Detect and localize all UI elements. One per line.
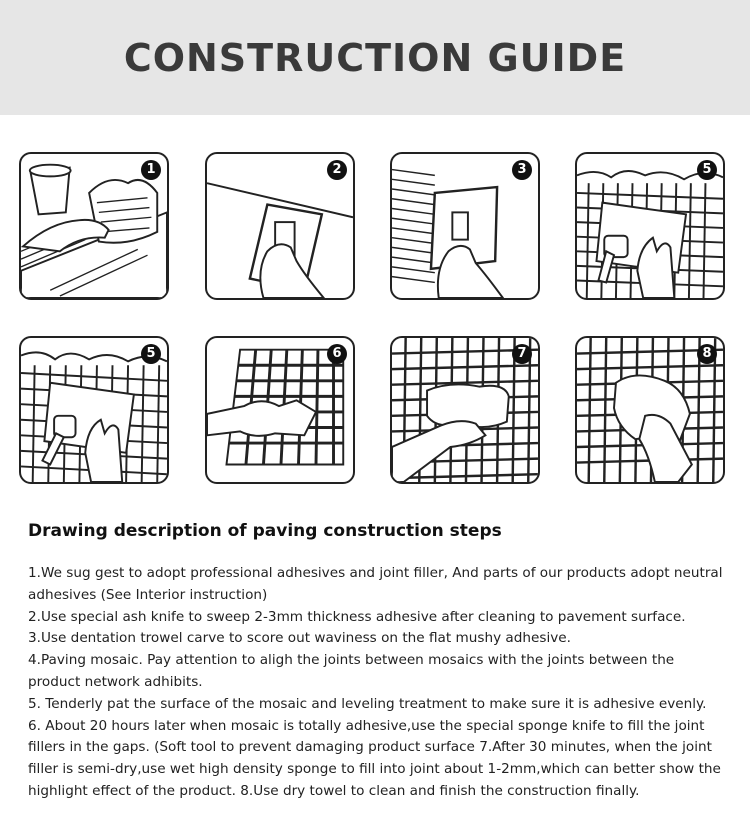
step-panel-3: [390, 152, 540, 300]
step-number-badge: 1: [141, 160, 161, 180]
description-line: 3.Use dentation trowel carve to score out waviness on the flat mushy adhesive.: [28, 630, 571, 647]
header-banner: [0, 0, 750, 115]
step-number-badge: 5: [697, 160, 717, 180]
description-body: [28, 563, 728, 803]
step-number-badge: 7: [512, 344, 532, 364]
step-panel-5: [19, 336, 169, 484]
description-line: 5. Tenderly pat the surface of the mosaic and leveling treatment to make sure it is adhesive evenly.: [28, 695, 707, 712]
description-title: Drawing description of paving construction steps: [28, 521, 502, 541]
page-title: CONSTRUCTION GUIDE: [123, 35, 627, 80]
step-number-badge: 2: [327, 160, 347, 180]
step-panel-7: [390, 336, 540, 484]
description-line: 6. About 20 hours later when mosaic is totally adhesive,use the special sponge knife to fill the joint fillers in the gaps. (Soft tool to prevent damaging product surface 7.After 30 minutes, when the joint filler is semi-dry,use wet high density sponge to fill into joint about 1-2mm,which can better show the highlight effect of the product. 8.Use dry towel to clean and finish the construction finally.: [28, 717, 721, 799]
description-line: 1.We sug gest to adopt professional adhesives and joint filler, And parts of our products adopt neutral adhesives (See Interior instruction): [28, 565, 723, 603]
step-panel-6: [205, 336, 355, 484]
step-panel-8: [575, 336, 725, 484]
step-panel-4: [575, 152, 725, 300]
step-number-badge: 3: [512, 160, 532, 180]
step-panel-1: [19, 152, 169, 300]
step-number-badge: 6: [327, 344, 347, 364]
step-number-badge: 8: [697, 344, 717, 364]
description-line: 4.Paving mosaic. Pay attention to aligh the joints between mosaics with the joints between the product network adhibits.: [28, 652, 675, 690]
description-line: 2.Use special ash knife to sweep 2-3mm thickness adhesive after cleaning to pavement surface.: [28, 608, 686, 625]
step-number-badge: 5: [141, 344, 161, 364]
step-panel-2: [205, 152, 355, 300]
